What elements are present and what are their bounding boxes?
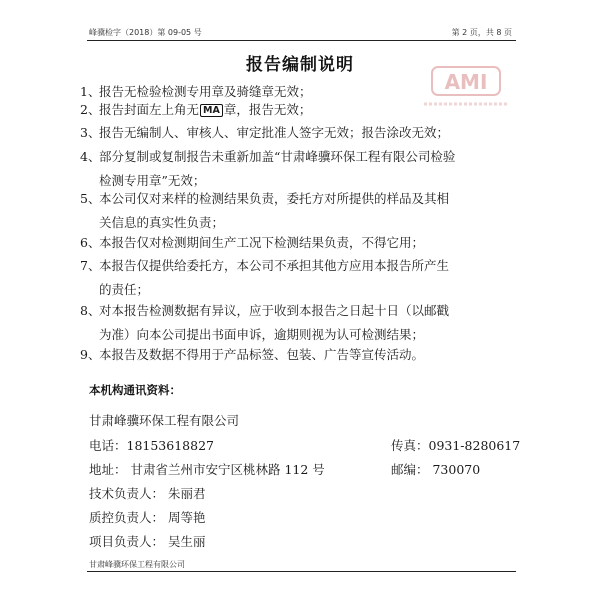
contact-phone: 电话：18153618827 (89, 438, 214, 453)
notice-item-1: 1、报告无检验检测专用章及骑缝章无效； (80, 84, 312, 99)
notice-item-2: 2、报告封面左上角无 MA 章，报告无效； (80, 102, 312, 117)
footer-company: 甘肃峰骥环保工程有限公司 (89, 560, 185, 569)
notice-item-5: 5、本公司仅对来样的检测结果负责，委托方对所提供的样品及其相 关信息的真实性负责； (80, 191, 450, 230)
notice-item-9: 9、本报告及数据不得用于产品标签、包装、广告等宣传活动。 (80, 347, 425, 362)
ma-mark-icon: MA (200, 104, 223, 117)
notice-item-8: 8、对本报告检测数据有异议，应于收到本报告之日起十日（以邮戳 为准）向本公司提出书面申诉，逾期则视为认可检测结果； (80, 303, 450, 342)
contact-tech-lead: 技术负责人： 朱丽君 (89, 486, 206, 501)
contact-heading: 本机构通讯资料： (89, 383, 181, 397)
notice-item-4: 4、部分复制或复制报告未重新加盖“甘肃峰骥环保工程有限公司检验 检测专用章”无效； (80, 149, 456, 188)
notice-item-6: 6、本报告仅对检测期间生产工况下检测结果负责，不得它用； (80, 235, 425, 250)
notice-item-3: 3、报告无编制人、审核人、审定批准人签字无效；报告涂改无效； (80, 125, 450, 140)
contact-project-lead: 项目负责人： 吴生丽 (89, 534, 206, 549)
page-title: 报告编制说明 (246, 55, 354, 75)
contact-qc-lead: 质控负责人： 周等艳 (89, 510, 206, 525)
report-number: 峰骥检字（2018）第 09-05 号 (89, 28, 202, 37)
contact-fax: 传真：0931-8280617 (391, 438, 521, 453)
page-info: 第 2 页，共 8 页 (451, 28, 512, 37)
notice-item-7: 7、本报告仅提供给委托方，本公司不承担其他方应用本报告所产生 的责任； (80, 258, 450, 297)
contact-postcode: 邮编： 730070 (391, 462, 481, 477)
contact-company: 甘肃峰骥环保工程有限公司 (89, 413, 240, 428)
contact-address: 地址： 甘肃省兰州市安宁区桃林路 112 号 (89, 462, 325, 477)
svg-text:AMI: AMI (444, 70, 488, 94)
header-divider (87, 40, 516, 41)
footer-divider (87, 571, 516, 572)
